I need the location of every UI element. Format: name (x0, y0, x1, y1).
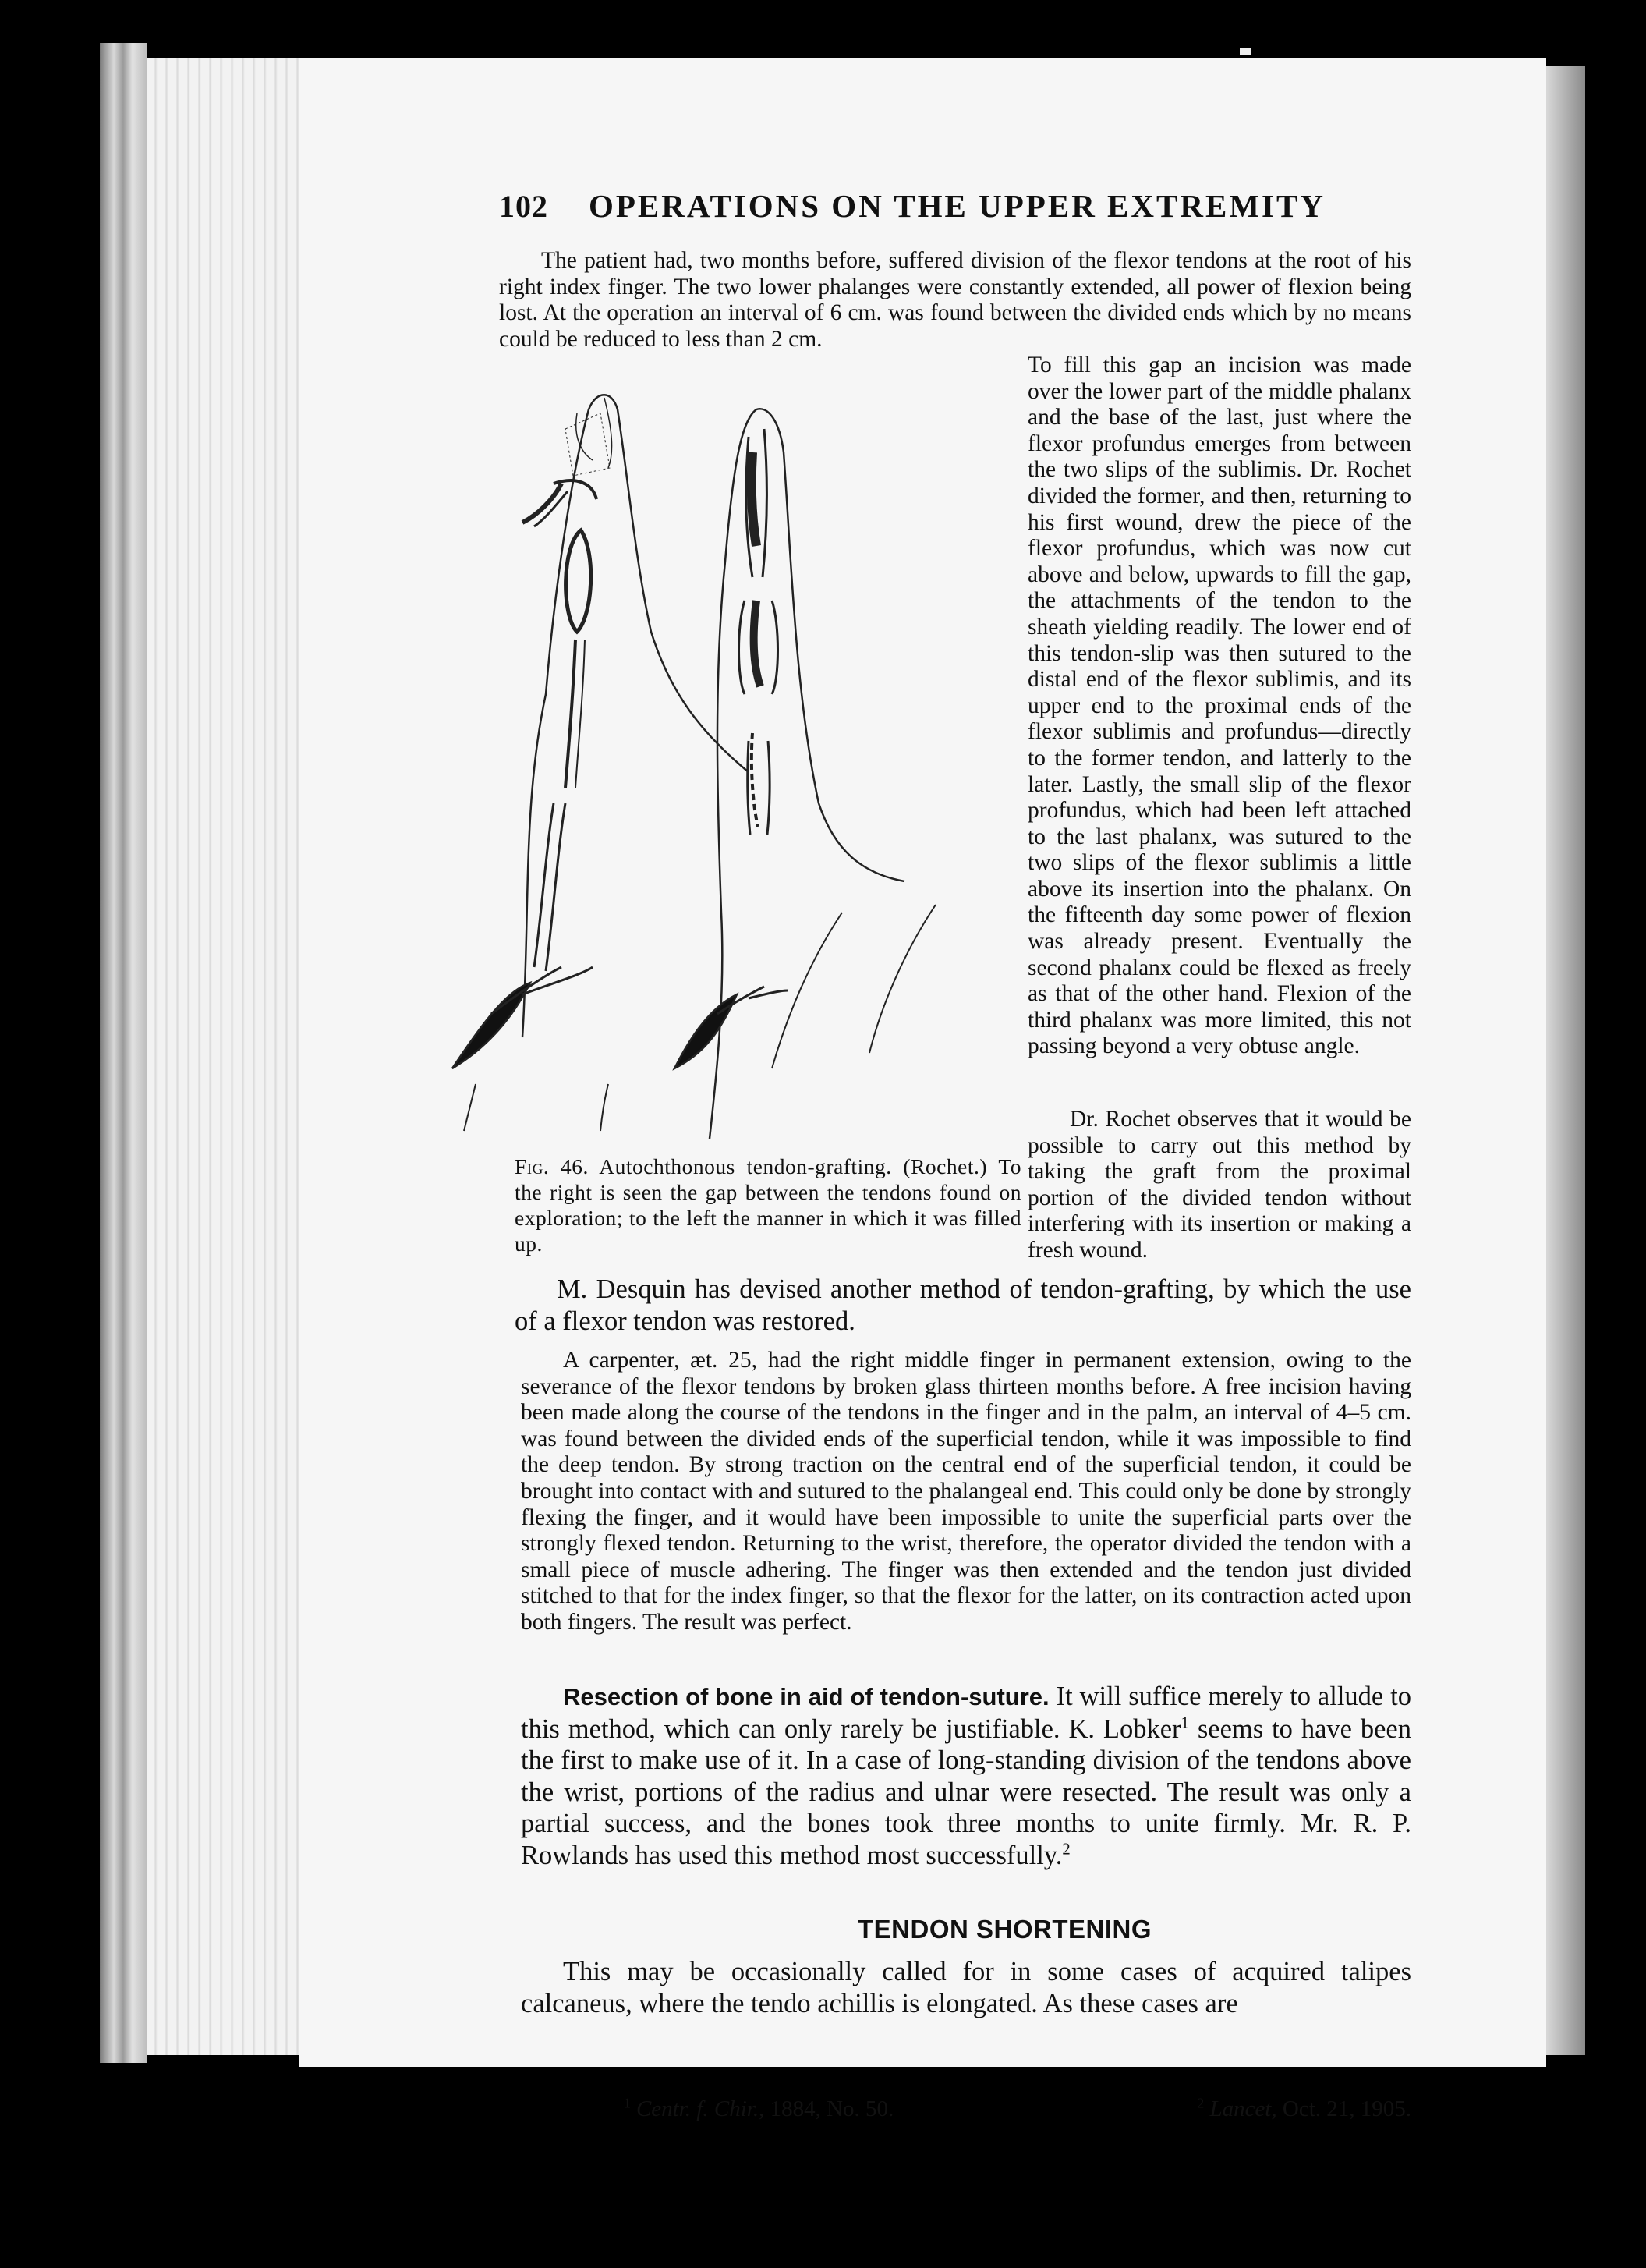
figure-label: Fig. 46. (515, 1154, 589, 1178)
footnote-marker: 1 (624, 2095, 631, 2111)
footnote-ref-2: 2 (1062, 1841, 1071, 1858)
running-head: OPERATIONS ON THE UPPER EXTREMITY (589, 188, 1326, 224)
footnote-2 (1197, 2096, 1411, 2122)
resection-heading: Resection of bone in aid of tendon-suture. (563, 1683, 1050, 1710)
footnote-detail: , Oct. 21, 1905. (1271, 2096, 1411, 2121)
paragraph-resection (521, 1681, 1411, 1871)
footnote-source: Lancet (1209, 2096, 1272, 2121)
page-edges (147, 58, 299, 2055)
paragraph-carpenter: A carpenter, æt. 25, had the right middle finger in permanent extension, owing to the severance of the flexor tendons by broken glass thirteen months before. A free incision having been made along the course of the tendons in the finger and in the palm, an interval of 4–5 cm. was found between the divided ends of the superficial tendon, while it was impossible to find the deep tendon. By strong traction on the central end of the superficial tendon, it could be brought into contact with and sutured to the phalangeal end. This could only be done by strongly flexing the finger, and it would have been impossible to unite the superficial parts over the strongly flexed tendon. Returning to the wrist, therefore, the operator divided the tendon with a small piece of muscle adhering. The finger was then extended and the tendon just divided stitched to that for the index finger, so that the flexor for the latter, on its contraction acted upon both fingers. The result was perfect. (521, 1348, 1411, 1635)
footnote-1 (624, 2096, 894, 2122)
section-heading: TENDON SHORTENING (858, 1915, 1152, 1944)
book-edge (100, 43, 147, 2063)
footnote-ref-1: 1 (1181, 1714, 1189, 1731)
page-header (499, 187, 1411, 225)
scan-artifact (1240, 48, 1251, 55)
figure-46 (437, 367, 1029, 1154)
footnote-source: Centr. f. Chir. (635, 2096, 759, 2121)
paragraph-case1-top: The patient had, two months before, suffered division of the flexor tendons at the root of his right index finger. The two lower phalanges were constantly extended, all power of flexion being lost. At the operation an interval of 6 cm. was found between the divided ends which by no means could be reduced to less than 2 cm. (499, 248, 1411, 352)
resection-text-1: It will suffice merely to allude to this method, which can only rarely be justifiable. K. Lobker (521, 1682, 1411, 1744)
figure-caption (515, 1153, 1021, 1256)
gutter-shadow (1546, 66, 1585, 2055)
resection-text-2: seems to have been the first to make use of it. In a case of long-standing division of the tendons above the wrist, portions of the radius and ulnar were resected. The result was only a partial success, and the bones took three months to unite firmly. Mr. R. P. Rowlands has used this method most successfully. (521, 1713, 1411, 1870)
footnote-detail: , 1884, No. 50. (759, 2096, 894, 2121)
tendon-graft-illustration (437, 367, 1029, 1154)
page-number: 102 (499, 189, 548, 224)
footnote-marker: 2 (1197, 2095, 1205, 2111)
paragraph-tendon-shortening: This may be occasionally called for in some cases of acquired talipes calcaneus, where the tendo achillis is elongated. As these cases are (521, 1957, 1411, 2018)
paragraph-case1-side: To fill this gap an incision was made over the lower part of the middle phalanx and the base of the last, just where the flexor profundus emerges from between the two slips of the sublimis. Dr. Rochet divided the former, and then, returning to his first wound, drew the piece of the flexor profundus, which was now cut above and below, upwards to fill the gap, the attachments of the tendon to the sheath yielding readily. The lower end of this tendon-slip was then sutured to the distal end of the flexor sublimis, and its upper end to the proximal ends of the flexor sublimis and profundus—directly to the former tendon, and latterly to the later. Lastly, the small slip of the flexor profundus, which had been left attached to the last phalanx, was sutured to the two slips of the flexor sublimis a little above its insertion into the phalanx. On the fifteenth day some power of flexion was already present. Eventually the second phalanx could be flexed as freely as that of the other hand. Flexion of the third phalanx was more limited, this not passing beyond a very obtuse angle. (1028, 353, 1411, 1059)
paragraph-rochet-observes: Dr. Rochet observes that it would be possible to carry out this method by taking the graft from the proximal portion of the divided tendon without interfering with its insertion or making a fresh wound. (1028, 1107, 1411, 1263)
footnotes (624, 2096, 1411, 2122)
paragraph-desquin: M. Desquin has devised another method of tendon-grafting, by which the use of a flexor tendon was restored. (515, 1274, 1411, 1336)
figure-caption-text: Autochthonous tendon-grafting. (Rochet.) To the right is seen the gap between the tendons found on exploration; to the left the manner in which it was filled up. (515, 1154, 1021, 1256)
